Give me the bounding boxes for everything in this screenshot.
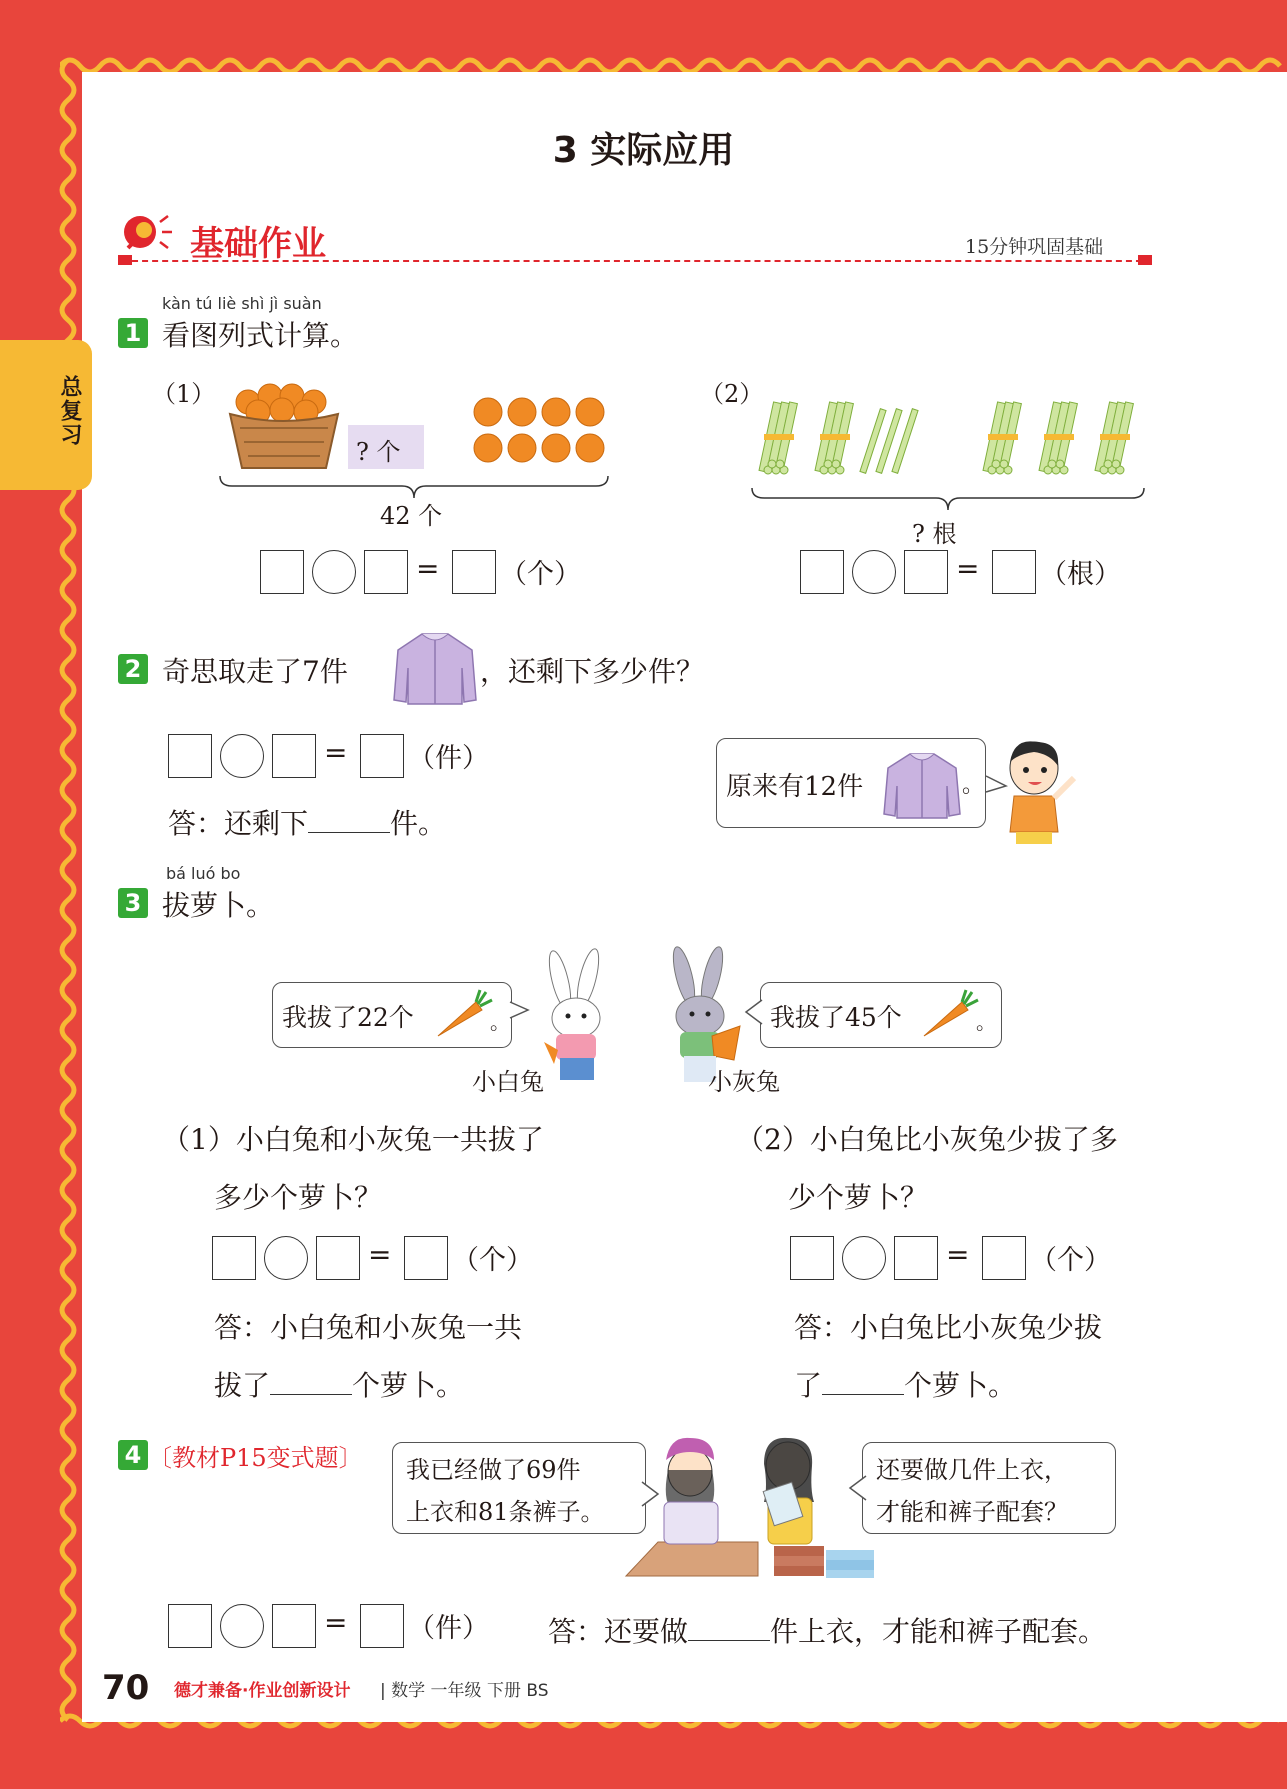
page-number: 70 — [102, 1668, 150, 1708]
operator-circle[interactable] — [852, 550, 896, 594]
q2-text-end: ，还剩下多少件？ — [480, 655, 705, 688]
q3-right-bubble-text: 我拔了45个 — [770, 1003, 902, 1032]
q2-answer-prefix: 答：还剩下 — [168, 807, 309, 840]
answer-blank[interactable] — [822, 1370, 904, 1395]
q3-part1-answer2 — [214, 1364, 464, 1404]
q3-part1-equation — [212, 1236, 532, 1280]
q1-pinyin: kàn tú liè shì jì suàn — [162, 294, 322, 313]
q4-answer-suffix: 件上衣，才能和裤子配套。 — [770, 1615, 1107, 1648]
answer-box[interactable] — [168, 734, 212, 778]
page-title: 3 实际应用 — [552, 130, 735, 171]
two-workers-image — [618, 1430, 880, 1580]
unit-label: （件） — [408, 1613, 489, 1644]
unit-label: （个） — [452, 1245, 533, 1276]
unit-label: （个） — [500, 559, 581, 590]
section-divider — [122, 260, 1152, 262]
q3-part1-answer-prefix: 拔了 — [214, 1369, 271, 1402]
jacket-image — [392, 628, 478, 708]
q3-part1-line1: （1）小白兔和小灰兔一共拔了 — [162, 1123, 544, 1156]
side-tab-label: 总复习 — [57, 375, 82, 447]
q1-part1-total: 42 个 — [380, 502, 443, 530]
q1-part1-label: （1） — [152, 380, 216, 408]
answer-box[interactable] — [360, 1604, 404, 1648]
q4-left-bubble-line1: 我已经做了69件 — [406, 1456, 581, 1484]
q3-left-bubble-text: 我拔了22个 — [282, 1003, 414, 1032]
wavy-border-left — [50, 60, 86, 1730]
boy-character-image — [984, 736, 1080, 846]
answer-box[interactable] — [360, 734, 404, 778]
section-subtitle: 15分钟巩固基础 — [965, 236, 1104, 258]
answer-box[interactable] — [790, 1236, 834, 1280]
answer-box[interactable] — [260, 550, 304, 594]
q3-part2-line1: （2）小白兔比小灰兔少拔了多 — [736, 1123, 1118, 1156]
q2-text-start: 奇思取走了7件 — [162, 655, 348, 688]
answer-box[interactable] — [992, 550, 1036, 594]
answer-blank[interactable] — [308, 808, 390, 833]
answer-box[interactable] — [404, 1236, 448, 1280]
bubble-tail-icon — [846, 1474, 868, 1504]
q3-left-bubble-end: 。 — [490, 1010, 510, 1034]
answer-box[interactable] — [452, 550, 496, 594]
operator-circle[interactable] — [220, 1604, 264, 1648]
lightbulb-icon — [118, 208, 180, 258]
q2-answer-suffix: 件。 — [390, 807, 447, 840]
q3-part2-answer2 — [794, 1364, 1016, 1404]
carrot-icon — [916, 988, 980, 1040]
q4-textbook-reference: 〔教材P15变式题〕 — [148, 1444, 363, 1472]
q1-number: 1 — [118, 318, 148, 348]
q3-part1-answer1: 答：小白兔和小灰兔一共 — [214, 1311, 523, 1344]
equals-sign: = — [956, 552, 980, 585]
q4-answer-prefix: 答：还要做 — [548, 1615, 689, 1648]
operator-circle[interactable] — [264, 1236, 308, 1280]
answer-box[interactable] — [364, 550, 408, 594]
q3-part2-equation — [790, 1236, 1110, 1280]
q1-part2-total: ? 根 — [912, 520, 957, 548]
side-tab[interactable] — [0, 340, 92, 490]
q3-part1-line2: 多少个萝卜？ — [214, 1181, 383, 1214]
unit-label: （个） — [1030, 1245, 1111, 1276]
divider-end-right — [1138, 255, 1152, 265]
q3-right-bubble-end: 。 — [976, 1010, 996, 1034]
q2-equation — [168, 734, 488, 778]
answer-box[interactable] — [894, 1236, 938, 1280]
answer-box[interactable] — [168, 1604, 212, 1648]
q2-bubble-text: 原来有12件 — [726, 772, 864, 802]
answer-box[interactable] — [800, 550, 844, 594]
equals-sign: = — [324, 1606, 348, 1639]
orange-group-image — [470, 394, 610, 468]
answer-box[interactable] — [904, 550, 948, 594]
equals-sign: = — [368, 1238, 392, 1271]
q3-part2-answer1: 答：小白兔比小灰兔少拔 — [794, 1311, 1103, 1344]
q3-part2-answer-prefix: 了 — [794, 1369, 823, 1402]
equals-sign: = — [416, 552, 440, 585]
answer-box[interactable] — [272, 734, 316, 778]
q3-pinyin: bá luó bo — [166, 864, 241, 883]
q4-right-bubble-line1: 还要做几件上衣， — [876, 1456, 1068, 1484]
q4-right-bubble-line2: 才能和裤子配套？ — [876, 1498, 1068, 1526]
footer-subject: | 数学 一年级 下册 BS — [380, 1681, 549, 1701]
q1-part2-brace — [750, 486, 1146, 512]
equals-sign: = — [324, 736, 348, 769]
q4-equation — [168, 1604, 488, 1648]
section-heading: 基础作业 — [190, 224, 326, 264]
carrot-icon — [430, 988, 494, 1040]
unit-label: （根） — [1040, 559, 1121, 590]
bubble-tail-icon — [744, 998, 764, 1028]
q1-part2-label: （2） — [700, 380, 764, 408]
q4-number: 4 — [118, 1440, 148, 1470]
answer-blank[interactable] — [688, 1616, 770, 1641]
operator-circle[interactable] — [312, 550, 356, 594]
divider-end-left — [118, 255, 132, 265]
equals-sign: = — [946, 1238, 970, 1271]
q1-text: 看图列式计算。 — [162, 319, 359, 352]
q3-part2-answer-suffix: 个萝卜。 — [904, 1369, 1017, 1402]
q1-part1-unknown-label: ? 个 — [356, 438, 401, 466]
answer-blank[interactable] — [270, 1370, 352, 1395]
sticks-bundles-image — [752, 398, 1147, 482]
q3-text: 拔萝卜。 — [162, 889, 275, 922]
q2-bubble-end: 。 — [962, 773, 985, 798]
jacket-image — [882, 748, 962, 820]
unit-label: （件） — [408, 743, 489, 774]
q3-part1-answer-suffix: 个萝卜。 — [352, 1369, 465, 1402]
operator-circle[interactable] — [842, 1236, 886, 1280]
gray-rabbit-name: 小灰兔 — [708, 1068, 780, 1096]
answer-box[interactable] — [212, 1236, 256, 1280]
q4-answer — [548, 1610, 1106, 1650]
q1-part2-equation — [800, 550, 1120, 594]
white-rabbit-name: 小白兔 — [472, 1068, 544, 1096]
operator-circle[interactable] — [220, 734, 264, 778]
answer-box[interactable] — [316, 1236, 360, 1280]
q4-left-bubble-line2: 上衣和81条裤子。 — [406, 1498, 605, 1526]
q3-part2-line2: 少个萝卜？ — [788, 1181, 929, 1214]
footer-brand: 德才兼备·作业创新设计 — [174, 1681, 351, 1701]
q3-number: 3 — [118, 888, 148, 918]
answer-box[interactable] — [982, 1236, 1026, 1280]
q2-number: 2 — [118, 654, 148, 684]
answer-box[interactable] — [272, 1604, 316, 1648]
orange-basket-image — [218, 372, 348, 472]
q2-answer — [168, 802, 446, 842]
q1-part1-equation — [260, 550, 580, 594]
